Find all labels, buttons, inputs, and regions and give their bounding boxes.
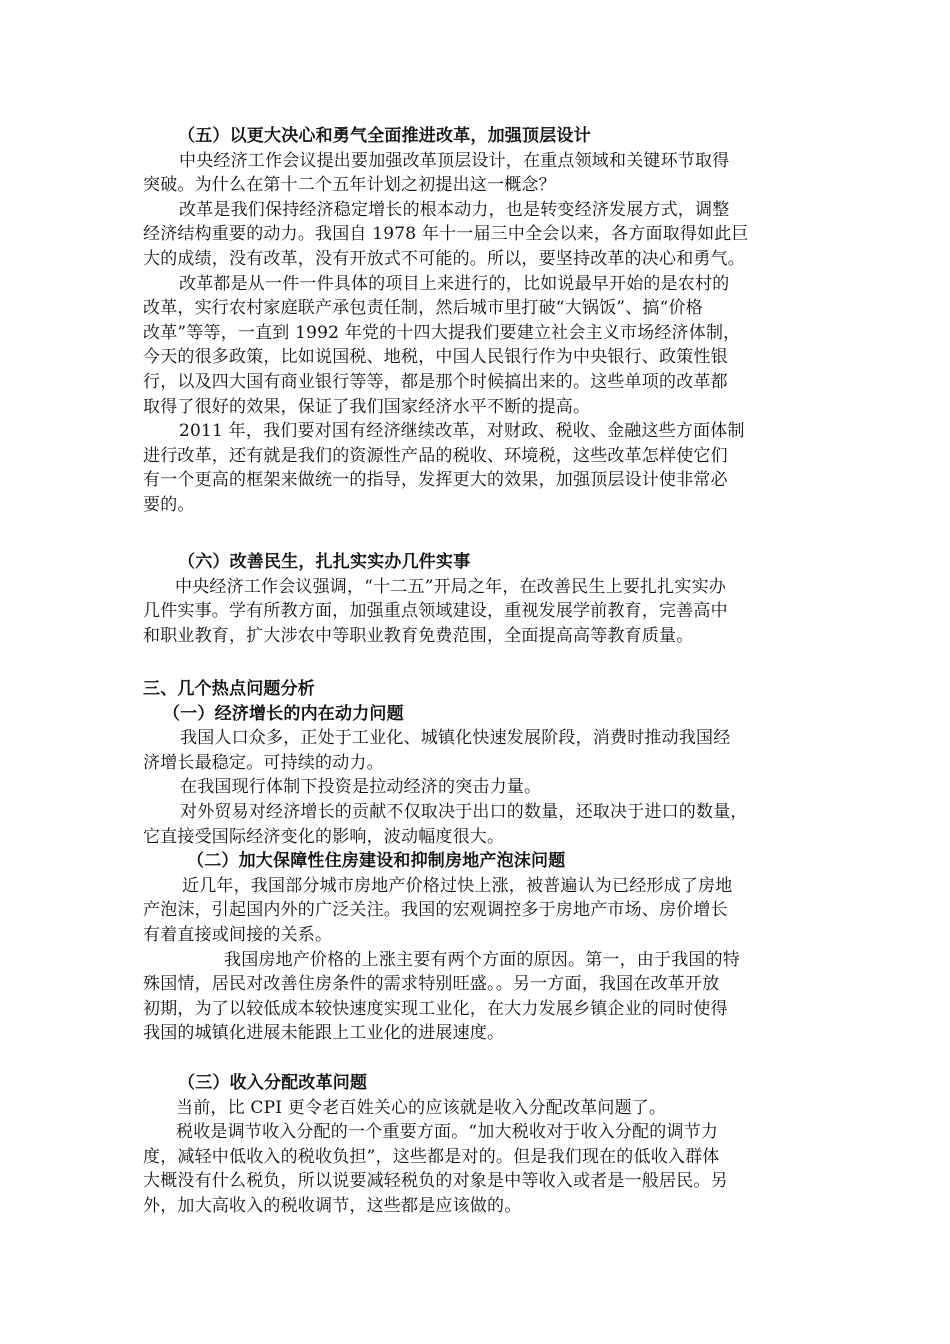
paragraph-line: 对外贸易对经济增长的贡献不仅取决于出口的数量，还取决于进口的数量，	[180, 801, 748, 822]
paragraph-line: 突破。为什么在第十二个五年计划之初提出这一概念？	[143, 175, 556, 196]
paragraph-line: 大概没有什么税负，所以说要减轻税负的对象是中等收入或者是一般居民。另	[143, 1171, 728, 1192]
paragraph-line: 有一个更高的框架来做统一的指导，发挥更大的效果，加强顶层设计使非常必	[143, 470, 728, 491]
paragraph-line: 有着直接或间接的关系。	[143, 924, 333, 945]
paragraph-line: 要的。	[143, 494, 195, 515]
paragraph-line: 殊国情，居民对改善住房条件的需求特别旺盛。。另一方面，我国在改革开放	[143, 974, 720, 995]
paragraph-line: 和职业教育，扩大涉农中等职业教育免费范围，全面提高高等教育质量。	[143, 625, 694, 646]
paragraph-line: 改革，实行农村家庭联产承包责任制，然后城市里打破“大锅饭”、搞“价格	[143, 298, 703, 319]
paragraph-line: 几件实事。学有所教方面，加强重点领域建设，重视发展学前教育，完善高中	[143, 601, 728, 622]
paragraph-line: 改革是我们保持经济稳定增长的根本动力，也是转变经济发展方式，调整	[179, 199, 730, 220]
subsection-heading: （三）收入分配改革问题	[178, 1073, 368, 1093]
paragraph-line: 近几年，我国部分城市房地产价格过快上涨，被普遍认为已经形成了房地	[182, 875, 733, 896]
subsection-heading: （二）加大保障性住房建设和抑制房地产泡沫问题	[187, 851, 566, 872]
part-heading: 三、几个热点问题分析	[143, 679, 315, 699]
section-6	[143, 550, 811, 648]
paragraph-line: 我国房地产价格的上涨主要有两个方面的原因。第一，由于我国的特	[224, 949, 740, 970]
subsection-3	[143, 1071, 811, 1219]
paragraph-line: 进行改革，还有就是我们的资源性产品的税收、环境税，这些改革怎样使它们	[143, 445, 728, 466]
paragraph-line: 当前，比 CPI 更令老百姓关心的应该就是收入分配改革问题了。	[176, 1097, 667, 1118]
paragraph-line: 初期，为了以较低成本较快速度实现工业化，在大力发展乡镇企业的同时使得	[143, 998, 728, 1019]
paragraph-line: 改革”等等，一直到 1992 年党的十四大提我们要建立社会主义市场经济体制，	[143, 322, 741, 343]
paragraph-line: 它直接受国际经济变化的影响，波动幅度很大。	[143, 826, 505, 847]
section-heading: （六）改善民生，扎扎实实办几件实事	[178, 552, 471, 572]
paragraph-line: 今天的很多政策，比如说国税、地税，中国人民银行作为中央银行、政策性银	[143, 347, 728, 368]
paragraph-line: 行，以及四大国有商业银行等等，都是那个时候搞出来的。这些单项的改革都	[143, 371, 728, 392]
paragraph-line: 经济结构重要的动力。我国自 1978 年十一届三中全会以来，各方面取得如此巨	[143, 224, 749, 245]
paragraph-line: 产泡沫，引起国内外的广泛关注。我国的宏观调控多于房地产市场、房价增长	[143, 900, 728, 921]
part-3	[143, 677, 811, 1046]
paragraph-line: 改革都是从一件一件具体的项目上来进行的，比如说最早开始的是农村的	[179, 273, 730, 294]
paragraph-line: 度，减轻中低收入的税收负担”，这些都是对的。但是我们现在的低收入群体	[143, 1146, 720, 1167]
section-5	[143, 124, 811, 518]
paragraph-line: 2011 年，我们要对国有经济继续改革，对财政、税收、金融这些方面体制	[179, 421, 745, 442]
paragraph-line: 中央经济工作会议提出要加强改革顶层设计，在重点领域和关键环节取得	[179, 150, 730, 171]
paragraph-line: 税收是调节收入分配的一个重要方面。“加大税收对于收入分配的调节力	[176, 1122, 719, 1143]
paragraph-line: 济增长最稳定。可持续的动力。	[143, 752, 384, 773]
paragraph-line: 我国的城镇化进展未能跟上工业化的进展速度。	[143, 1023, 505, 1044]
paragraph-line: 大的成绩，没有改革，没有开放式不可能的。所以，要坚持改革的决心和勇气。	[143, 248, 745, 269]
section-heading: （五）以更大决心和勇气全面推进改革，加强顶层设计	[178, 126, 591, 146]
paragraph-line: 在我国现行体制下投资是拉动经济的突击力量。	[180, 777, 542, 798]
paragraph-line: 外，加大高收入的税收调节，这些都是应该做的。	[143, 1195, 522, 1216]
paragraph-line: 中央经济工作会议强调，“十二五”开局之年，在改善民生上要扎扎实实办	[175, 576, 726, 597]
subsection-heading: （一）经济增长的内在动力问题	[163, 703, 404, 724]
paragraph-line: 取得了很好的效果，保证了我们国家经济水平不断的提高。	[143, 396, 591, 417]
paragraph-line: 我国人口众多，正处于工业化、城镇化快速发展阶段，消费时推动我国经	[180, 728, 731, 749]
